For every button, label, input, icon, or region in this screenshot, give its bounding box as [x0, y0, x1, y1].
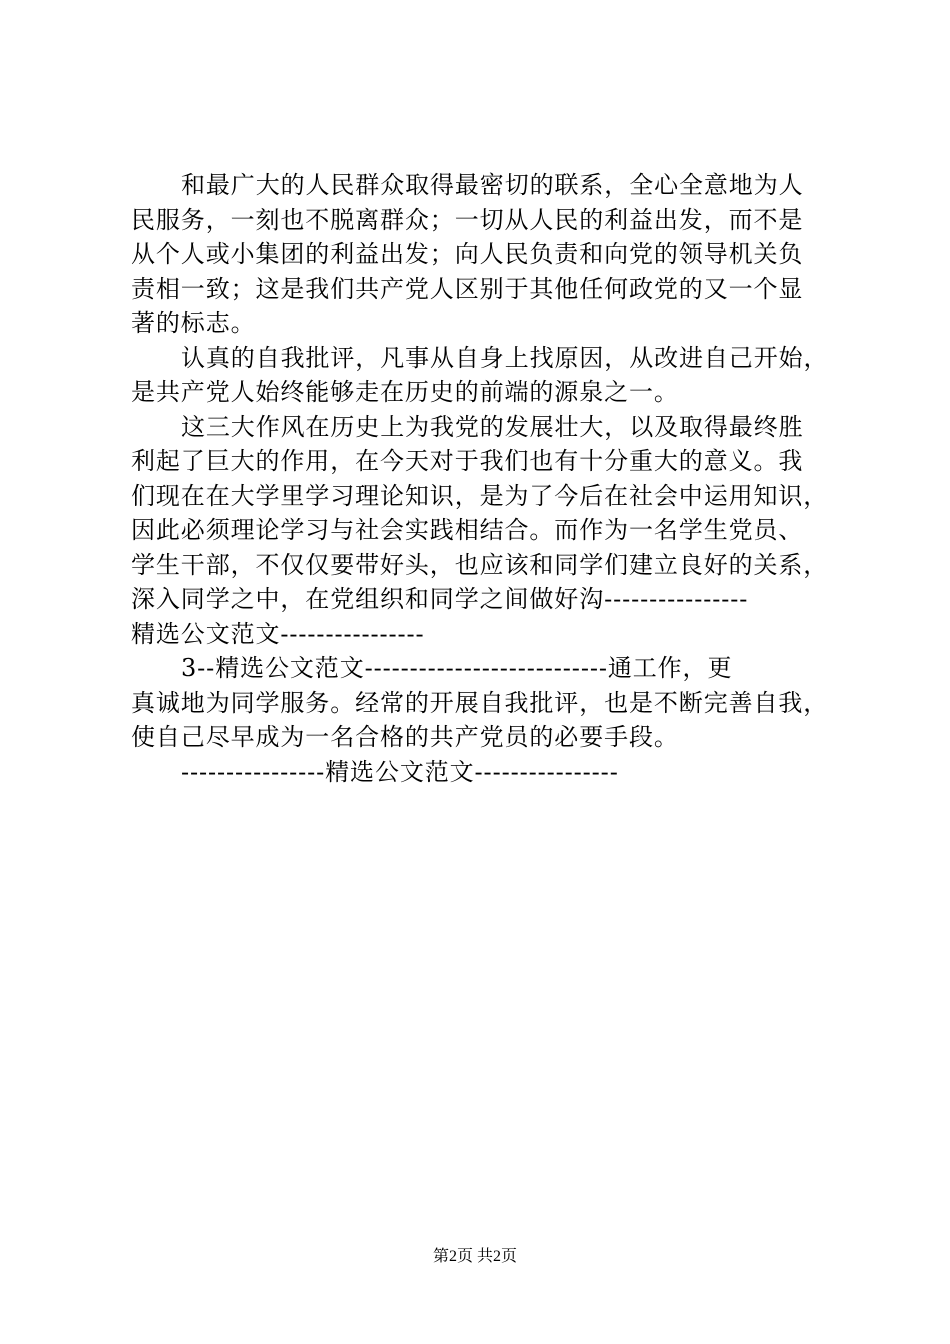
text-line: 学生干部，不仅仅要带好头，也应该和同学们建立良好的关系，: [131, 550, 829, 579]
text-line: 这三大作风在历史上为我党的发展壮大，以及取得最终胜: [181, 412, 804, 441]
text-line: 是共产党人始终能够走在历史的前端的源泉之一。: [131, 378, 679, 406]
document-body: [131, 168, 829, 789]
text-line: 认真的自我批评，凡事从自身上找原因，从改进自己开始，: [181, 343, 829, 372]
page-footer: 第2页 共2页: [432, 1248, 517, 1265]
text-line: 使自己尽早成为一名合格的共产党员的必要手段。: [131, 723, 679, 751]
text-line: 民服务，一刻也不脱离群众；一切从人民的利益出发，而不是: [131, 205, 804, 234]
text-line: 真诚地为同学服务。经常的开展自我批评，也是不断完善自我，: [131, 688, 829, 717]
text-line: 深入同学之中，在党组织和同学之间做好沟----------------: [131, 585, 749, 613]
text-line: 因此必须理论学习与社会实践相结合。而作为一名学生党员、: [131, 516, 804, 544]
text-line: 精选公文范文----------------: [131, 619, 425, 648]
text-line: 们现在在大学里学习理论知识，是为了今后在社会中运用知识，: [131, 481, 829, 510]
text-line: 从个人或小集团的利益出发；向人民负责和向党的领导机关负: [131, 240, 804, 268]
text-line: 3--精选公文范文---------------------------通工作，更: [181, 654, 733, 682]
text-line: 著的标志。: [131, 309, 256, 337]
text-line: 责相一致；这是我们共产党人区别于其他任何政党的又一个显: [131, 274, 804, 303]
text-line: 利起了巨大的作用，在今天对于我们也有十分重大的意义。我: [131, 447, 804, 475]
text-line: ----------------精选公文范文----------------: [181, 757, 619, 786]
text-line: 和最广大的人民群众取得最密切的联系，全心全意地为人: [181, 171, 804, 199]
